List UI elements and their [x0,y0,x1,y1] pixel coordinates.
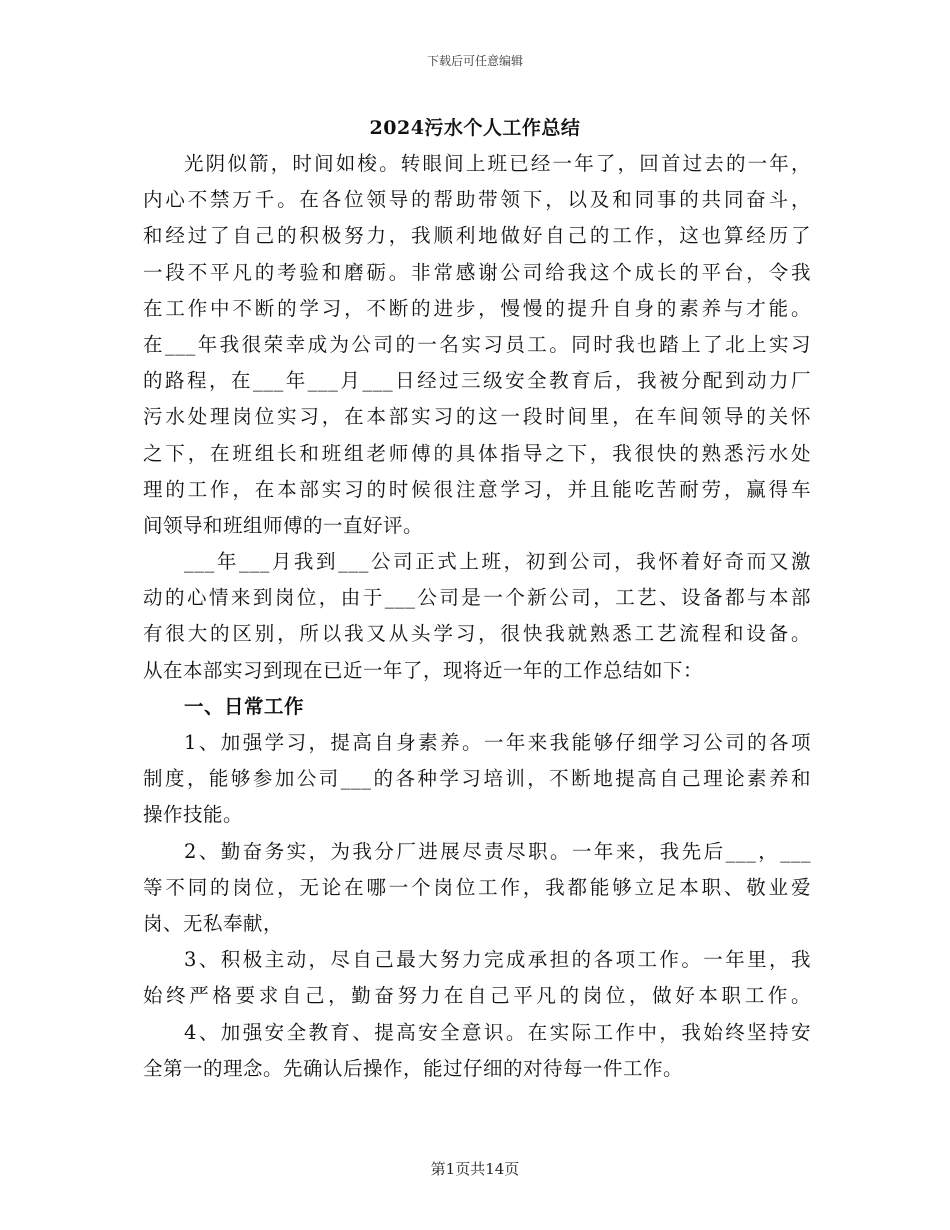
paragraph-line: 间领导和班组师傅的一直好评。 [143,513,424,537]
paragraph-line: 在工作中不断的学习，不断的进步，慢慢的提升自身的素养与才能。 [143,296,811,320]
paragraph-line: 全第一的理念。先确认后操作，能过仔细的对待每一件工作。 [143,1056,684,1080]
paragraph-line: 1、加强学习，提高自身素养。一年来我能够仔细学习公司的各项 [184,731,811,754]
paragraph-line: 操作技能。 [143,803,244,827]
paragraph-line: 制度，能够参加公司___的各种学习培训，不断地提高自己理论素养和 [143,767,811,791]
paragraph-line: ___年___月我到___公司正式上班，初到公司，我怀着好奇而又激 [184,550,811,574]
document-body [143,146,811,1087]
page-number-footer: 第1页共14页 [430,1160,520,1178]
paragraph-line: 理的工作，在本部实习的时候很注意学习，并且能吃苦耐劳，赢得车 [143,477,811,501]
paragraph-line: 2、勤奋务实，为我分厂进展尽责尽职。一年来，我先后___，___ [184,839,811,863]
paragraph-line: 光阴似箭，时间如梭。转眼间上班已经一年了，回首过去的一年， [184,152,811,175]
header-note: 下载后可任意编辑 [426,54,523,68]
paragraph-line: 和经过了自己的积极努力，我顺利地做好自己的工作，这也算经历了 [143,224,811,248]
section-heading: 一、日常工作 [184,694,305,718]
paragraph-line: 一段不平凡的考验和磨砺。非常感谢公司给我这个成长的平台，令我 [143,260,811,284]
paragraph-line: 从在本部实习到现在已近一年了，现将近一年的工作总结如下： [143,658,704,682]
paragraph-line: 动的心情来到岗位，由于___公司是一个新公司，工艺、设备都与本部 [143,586,811,610]
paragraph-line: 岗、无私奉献， [143,911,284,935]
paragraph-line: 内心不禁万千。在各位领导的帮助带领下，以及和同事的共同奋斗， [143,188,811,212]
paragraph-line: 等不同的岗位，无论在哪一个岗位工作，我都能够立足本职、敬业爱 [143,875,811,899]
paragraph-line: 污水处理岗位实习，在本部实习的这一段时间里，在车间领导的关怀 [143,405,811,429]
paragraph-line: 之下，在班组长和班组老师傅的具体指导之下，我很快的熟悉污水处 [143,441,811,465]
paragraph-line: 在___年我很荣幸成为公司的一名实习员工。同时我也踏上了北上实习 [143,332,811,356]
paragraph-line: 有很大的区别，所以我又从头学习，很快我就熟悉工艺流程和设备。 [143,622,811,646]
paragraph-line: 始终严格要求自己，勤奋努力在自己平凡的岗位，做好本职工作。 [143,984,811,1008]
paragraph-line: 的路程，在___年___月___日经过三级安全教育后，我被分配到动力厂 [143,369,811,393]
document-title: 2024污水个人工作总结 [369,117,581,139]
paragraph-line: 4、加强安全教育、提高安全意识。在实际工作中，我始终坚持安 [184,1020,811,1044]
paragraph-line: 3、积极主动，尽自己最大努力完成承担的各项工作。一年里，我 [184,948,811,972]
